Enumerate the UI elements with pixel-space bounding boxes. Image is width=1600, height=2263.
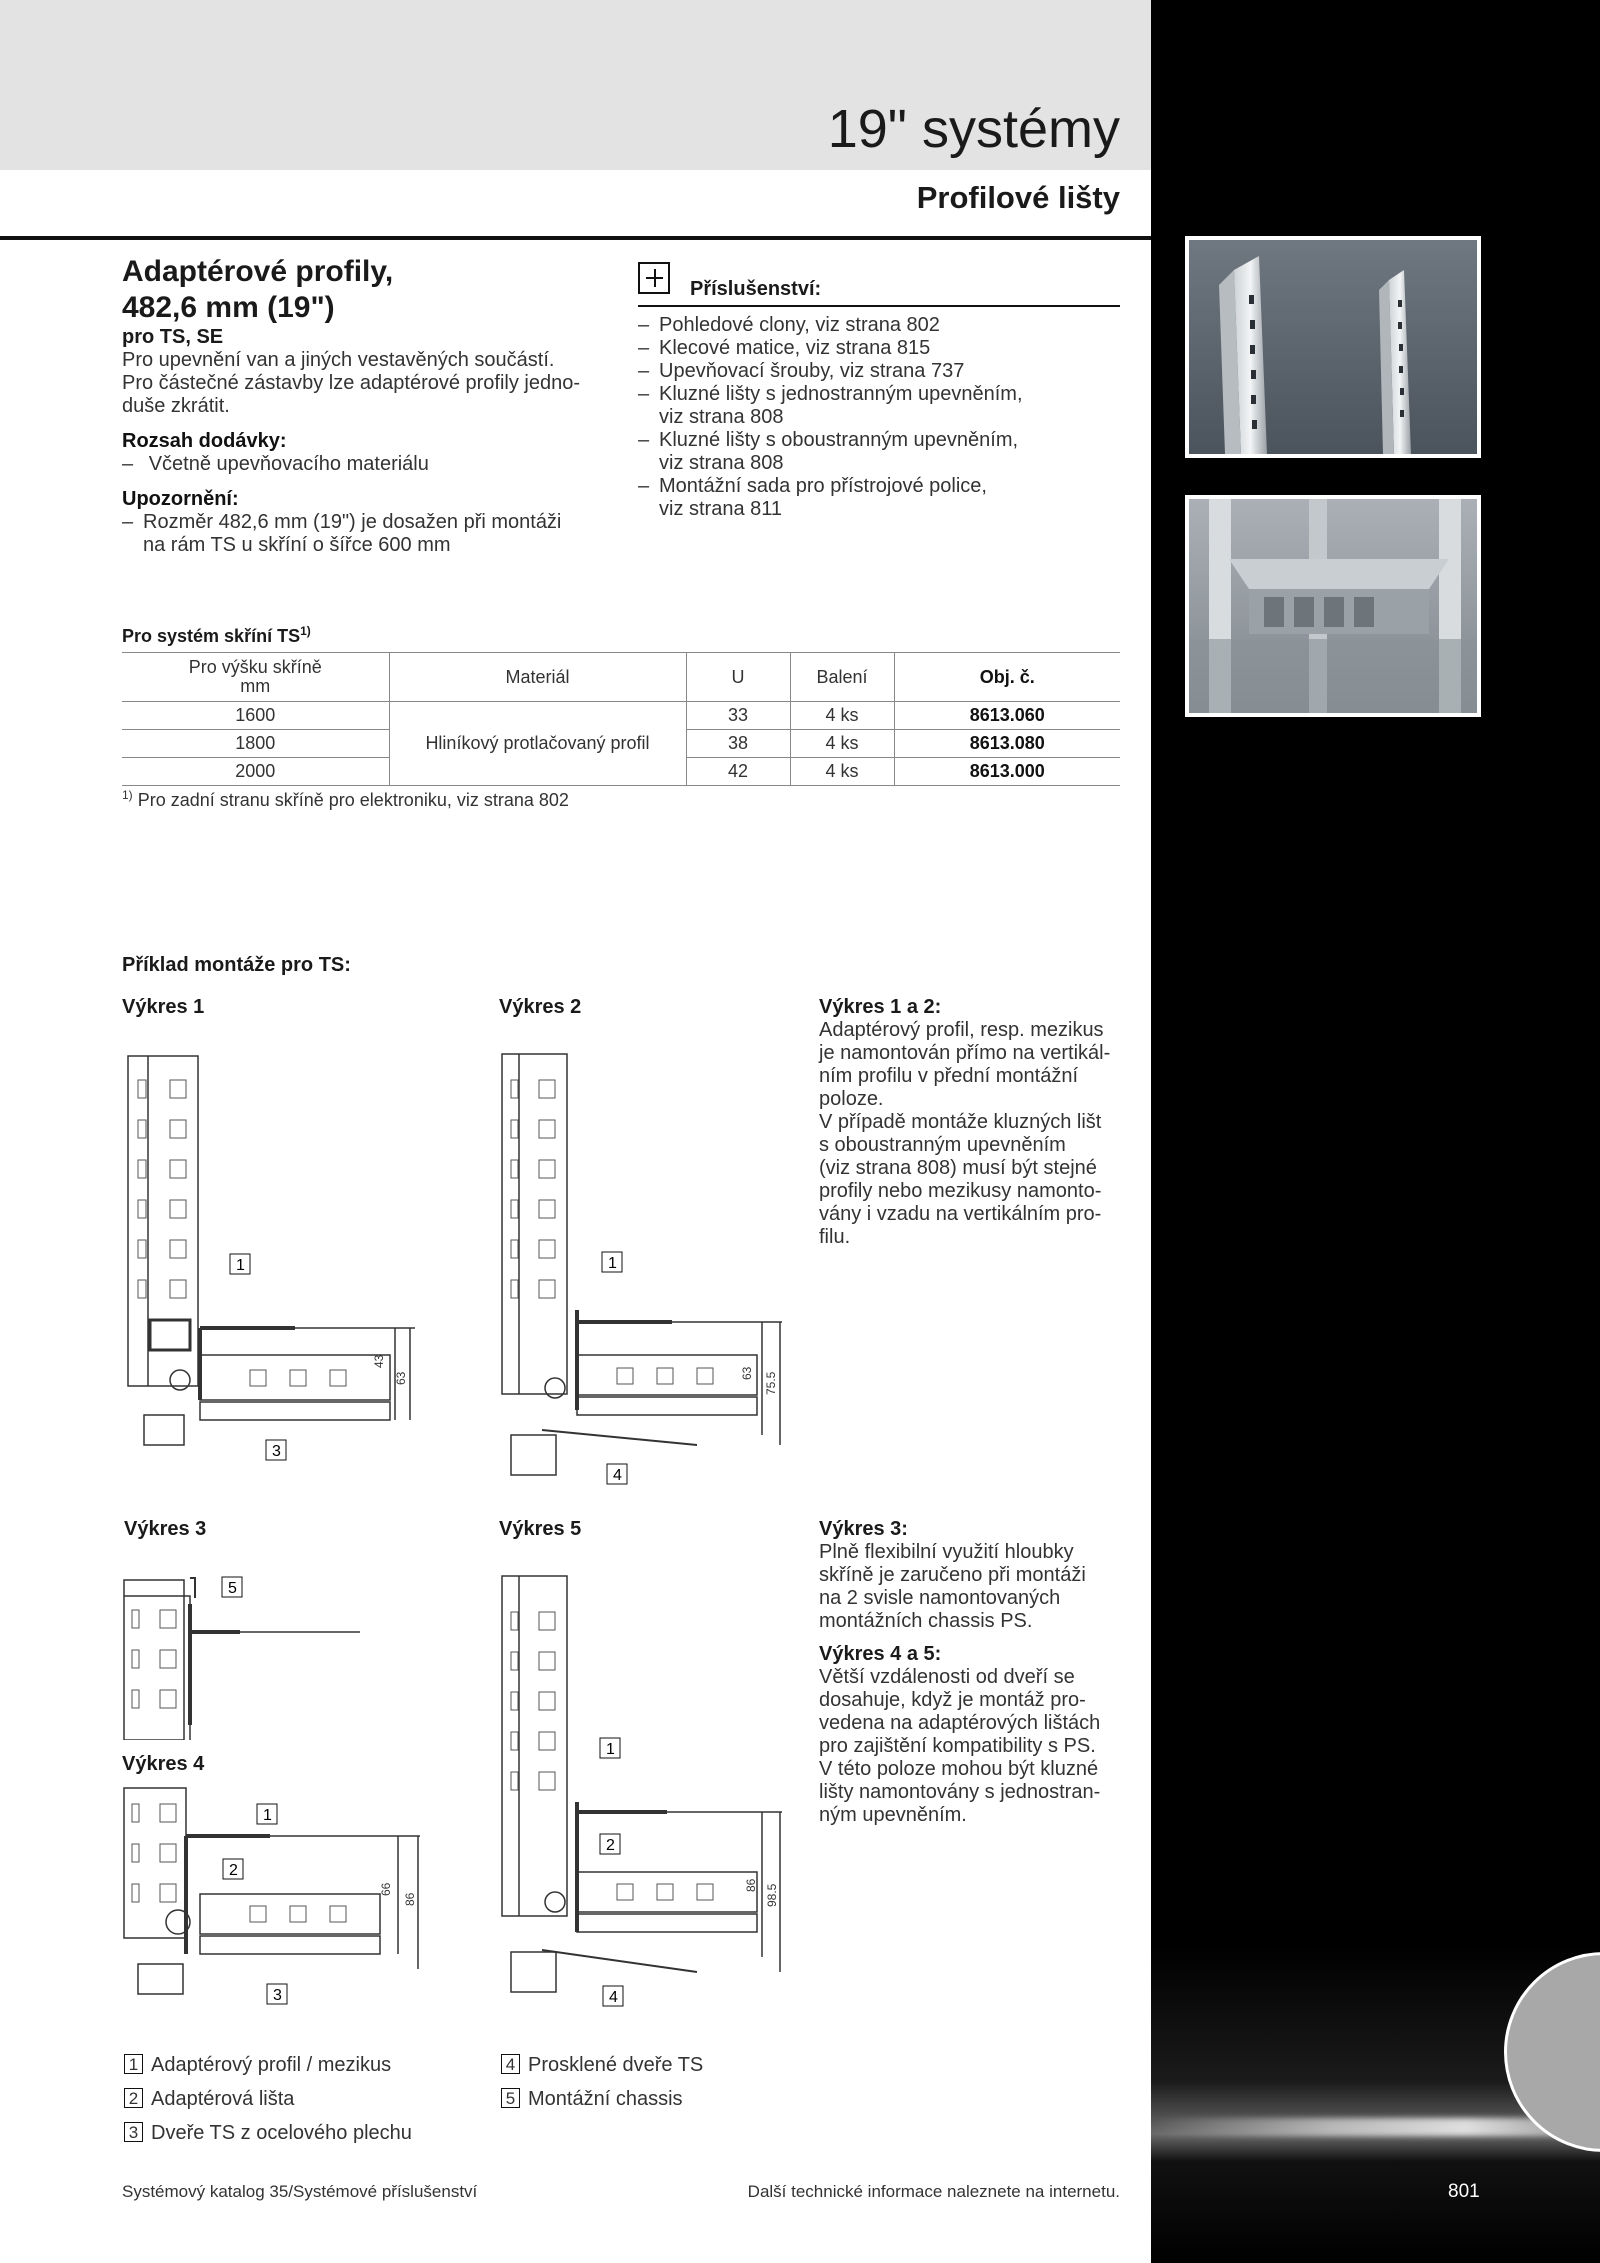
- order-table: [122, 652, 1120, 786]
- table-footnote: $^{1)}$ Pro zadní stranu skříně pro elektroniku, viz strana 802: [122, 788, 569, 810]
- accessories-heading: Příslušenství:: [690, 278, 822, 300]
- col-material: Materiál: [389, 653, 686, 702]
- scope-item: – Včetně upevňovacího materiálu: [122, 453, 429, 475]
- drawing-3: [120, 1570, 380, 1740]
- legend-item: 3 Dveře TS z ocelového plechu: [124, 2122, 412, 2145]
- drawing-5: [497, 1572, 797, 2012]
- cell-order-no: 8613.080: [894, 730, 1120, 758]
- dim-label: 63: [394, 1371, 408, 1385]
- product-for: pro TS, SE: [122, 326, 224, 348]
- cell-packaging: 4 ks: [790, 758, 894, 786]
- drawing-1: [120, 1050, 430, 1470]
- page-number: 801: [1448, 2181, 1480, 2202]
- legend-item: 1 Adaptérový profil / mezikus: [124, 2054, 391, 2077]
- shelf-illustration: [1189, 499, 1477, 713]
- table-row: [122, 702, 1120, 730]
- legend-item: 5 Montážní chassis: [501, 2088, 683, 2111]
- col-order-no: Obj. č.: [894, 653, 1120, 702]
- dim-label: 98.5: [765, 1883, 779, 1907]
- dim-label: 66: [379, 1882, 393, 1896]
- legend-item: 4 Prosklené dveře TS: [501, 2054, 703, 2077]
- dim-label: 43: [372, 1354, 386, 1368]
- callout-2: 2: [606, 1837, 615, 1854]
- scope-heading: Rozsah dodávky:: [122, 430, 287, 452]
- note-item: – Rozměr 482,6 mm (19") je dosažen při montáži na rám TS u skříní o šířce 600 mm: [122, 511, 562, 556]
- profiles-illustration: [1189, 240, 1477, 454]
- cell-height: 1600: [122, 702, 389, 730]
- page-title: 19" systémy: [827, 99, 1120, 159]
- product-description: Pro upevnění van a jiných vestavěných součástí. Pro částečné zástavby lze adaptérové profily jedno- duše zkrátit.: [122, 349, 581, 417]
- header-rule: [0, 236, 1151, 240]
- cell-material: Hliníkový protlačovaný profil: [389, 702, 686, 786]
- cell-packaging: 4 ks: [790, 702, 894, 730]
- callout-5: 5: [228, 1580, 237, 1597]
- callout-4: 4: [613, 1467, 622, 1484]
- product-photo-profiles: [1185, 236, 1481, 458]
- drawing-1-label: Výkres 1: [122, 996, 205, 1018]
- product-photo-shelf: [1185, 495, 1481, 717]
- cell-order-no: 8613.060: [894, 702, 1120, 730]
- drawing-2: [497, 1050, 797, 1490]
- cell-u: 38: [686, 730, 790, 758]
- col-u: U: [686, 653, 790, 702]
- drawing-5-label: Výkres 5: [499, 1518, 582, 1540]
- callout-1: 1: [608, 1255, 617, 1272]
- legend-item: 2 Adaptérová lišta: [124, 2088, 294, 2111]
- callout-3: 3: [273, 1987, 282, 2004]
- callout-4: 4: [609, 1989, 618, 2006]
- dim-label: 63: [740, 1366, 754, 1380]
- callout-1: 1: [606, 1741, 615, 1758]
- footer-web-note: Další technické informace naleznete na internetu.: [747, 2182, 1120, 2201]
- cell-height: 1800: [122, 730, 389, 758]
- col-packaging: Balení: [790, 653, 894, 702]
- cell-order-no: 8613.000: [894, 758, 1120, 786]
- cell-packaging: 4 ks: [790, 730, 894, 758]
- callout-1: 1: [236, 1257, 245, 1274]
- table-header-row: [122, 653, 1120, 702]
- col-height: Pro výšku skříně mm: [122, 653, 389, 702]
- cell-u: 33: [686, 702, 790, 730]
- cell-height: 2000: [122, 758, 389, 786]
- drawing-4-label: Výkres 4: [122, 1753, 205, 1775]
- table-caption: Pro systém skříní TS$^{1)}$: [122, 624, 311, 646]
- drawing-4: [120, 1784, 430, 2014]
- dim-label: 86: [403, 1892, 417, 1906]
- drawing-3-text: Výkres 3: Plně flexibilní využití hloubky skříně je zaručeno při montáži na 2 svisle namontovaných montážních chassis PS. Výkres 4 a 5: Větší vzdálenosti od dveří se dosahuje, když je montáž pro- vedena na adaptérových lištách pro zajištění kompatibility s PS. V této poloze mohou být kluzné lišty namontovány s jednostran- ným upevněním.: [819, 1518, 1101, 1826]
- note-heading: Upozornění:: [122, 488, 239, 510]
- callout-2: 2: [229, 1862, 238, 1879]
- dim-label: 75.5: [764, 1371, 778, 1395]
- drawing-3-label: Výkres 3: [124, 1518, 207, 1540]
- mounting-heading: Příklad montáže pro TS:: [122, 954, 351, 976]
- product-title: Adaptérové profily, 482,6 mm (19"): [122, 255, 394, 324]
- plus-box-icon: [638, 262, 670, 294]
- drawing-2-label: Výkres 2: [499, 996, 582, 1018]
- accessories-rule: [638, 305, 1120, 307]
- callout-1: 1: [263, 1807, 272, 1824]
- dim-label: 86: [744, 1878, 758, 1892]
- callout-3: 3: [272, 1443, 281, 1460]
- section-title: Profilové lišty: [916, 180, 1120, 215]
- footer-catalog: Systémový katalog 35/Systémové příslušenství: [122, 2182, 478, 2201]
- cell-u: 42: [686, 758, 790, 786]
- drawing-1-2-text: Výkres 1 a 2: Adaptérový profil, resp. mezikus je namontován přímo na vertikál- ním profilu v přední montážní poloze. V případě montáže kluzných lišt s oboustranným upevněním (viz strana 808) musí být stejné profily nebo mezikusy namonto- vány i vzadu na vertikálním pro- filu.: [819, 996, 1111, 1248]
